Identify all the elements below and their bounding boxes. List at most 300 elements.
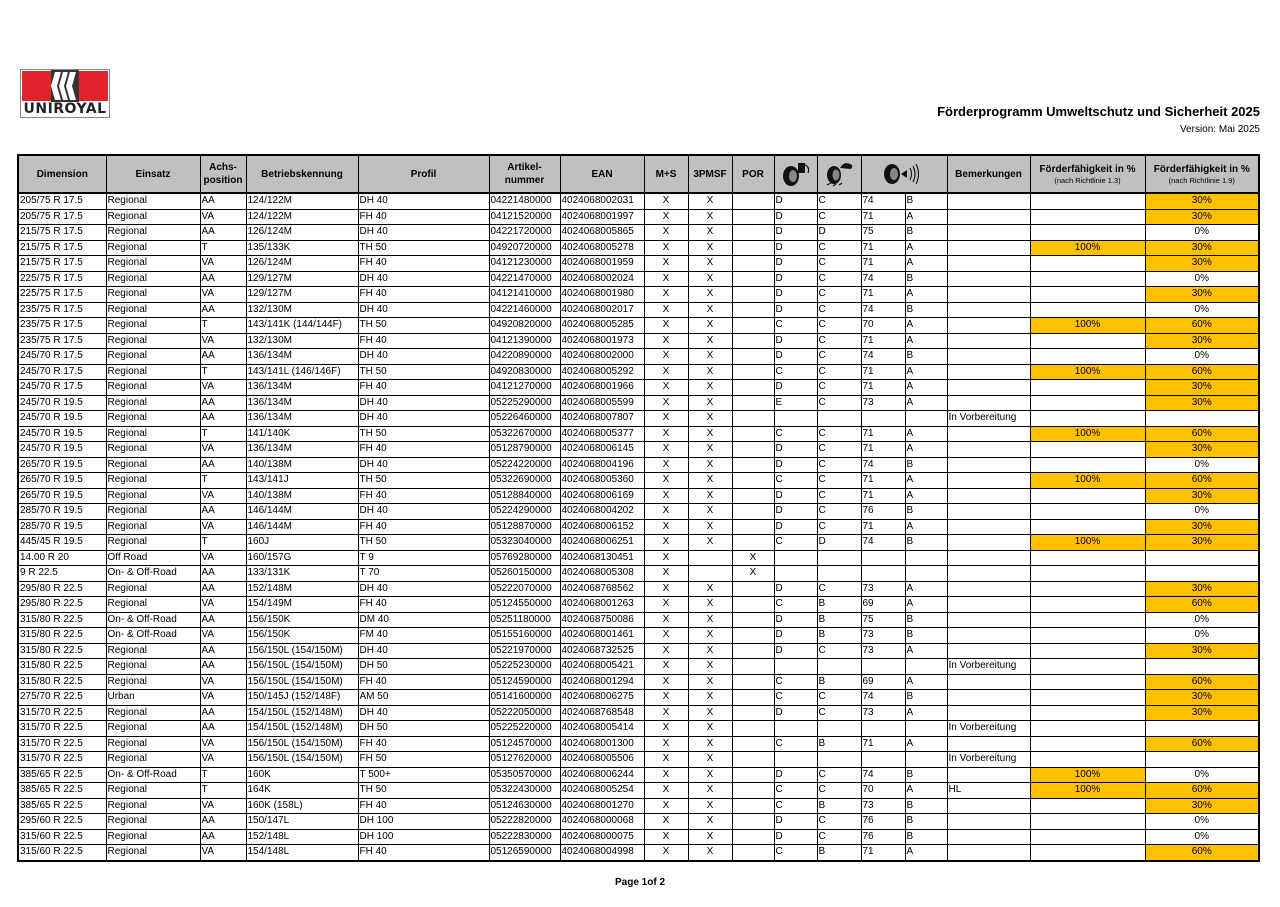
cell-noise-class: B bbox=[905, 271, 947, 287]
cell-fuel-class: C bbox=[774, 364, 817, 380]
cell-ean: 4024068005421 bbox=[560, 659, 644, 675]
cell-foerder-19: 30% bbox=[1145, 519, 1259, 535]
cell-betriebskennung: 160J bbox=[246, 535, 358, 551]
cell-ean: 4024068006169 bbox=[560, 488, 644, 504]
cell-noise-db: 71 bbox=[861, 845, 905, 861]
cell-fuel-class: D bbox=[774, 271, 817, 287]
cell-noise-class: A bbox=[905, 287, 947, 303]
noise-icon bbox=[882, 161, 926, 187]
cell-foerder-19: 30% bbox=[1145, 643, 1259, 659]
table-row bbox=[18, 473, 1259, 489]
cell-artikelnummer: 04121390000 bbox=[489, 333, 560, 349]
cell-wet-grip-class: C bbox=[817, 240, 861, 256]
cell-achsposition: VA bbox=[200, 597, 246, 613]
cell-betriebskennung: 136/134M bbox=[246, 395, 358, 411]
cell-3pmsf: X bbox=[688, 752, 732, 768]
cell-por: X bbox=[732, 550, 774, 566]
cell-noise-db: 74 bbox=[861, 302, 905, 318]
cell-fuel-class: D bbox=[774, 333, 817, 349]
cell-foerder-19: 30% bbox=[1145, 581, 1259, 597]
cell-fuel-class: D bbox=[774, 287, 817, 303]
cell-3pmsf: X bbox=[688, 798, 732, 814]
cell-dimension: 235/75 R 17.5 bbox=[18, 333, 106, 349]
cell-ean: 4024068005414 bbox=[560, 721, 644, 737]
cell-einsatz: Regional bbox=[106, 240, 200, 256]
cell-ean: 4024068005360 bbox=[560, 473, 644, 489]
cell-ms: X bbox=[644, 829, 688, 845]
cell-ms: X bbox=[644, 256, 688, 272]
cell-dimension: 315/60 R 22.5 bbox=[18, 829, 106, 845]
cell-noise-class: B bbox=[905, 302, 947, 318]
cell-betriebskennung: 152/148M bbox=[246, 581, 358, 597]
cell-artikelnummer: 04220890000 bbox=[489, 349, 560, 365]
cell-bemerkungen: In Vorbereitung bbox=[947, 659, 1030, 675]
cell-noise-class: B bbox=[905, 349, 947, 365]
cell-dimension: 315/80 R 22.5 bbox=[18, 674, 106, 690]
cell-artikelnummer: 05222050000 bbox=[489, 705, 560, 721]
cell-noise-db: 74 bbox=[861, 535, 905, 551]
cell-fuel-class bbox=[774, 721, 817, 737]
cell-achsposition: T bbox=[200, 426, 246, 442]
cell-bemerkungen bbox=[947, 193, 1030, 209]
cell-noise-class: A bbox=[905, 845, 947, 861]
cell-profil: DH 50 bbox=[358, 721, 489, 737]
cell-por bbox=[732, 721, 774, 737]
cell-ms: X bbox=[644, 442, 688, 458]
cell-bemerkungen bbox=[947, 643, 1030, 659]
cell-fuel-class: D bbox=[774, 519, 817, 535]
cell-profil: FH 40 bbox=[358, 380, 489, 396]
cell-dimension: 245/70 R 19.5 bbox=[18, 395, 106, 411]
cell-foerder-13: 100% bbox=[1030, 535, 1145, 551]
cell-einsatz: Regional bbox=[106, 209, 200, 225]
cell-bemerkungen bbox=[947, 690, 1030, 706]
cell-ean: 4024068001966 bbox=[560, 380, 644, 396]
cell-achsposition: AA bbox=[200, 504, 246, 520]
cell-por bbox=[732, 752, 774, 768]
cell-wet-grip-class bbox=[817, 721, 861, 737]
cell-wet-grip-class: B bbox=[817, 845, 861, 861]
cell-wet-grip-class: C bbox=[817, 426, 861, 442]
cell-noise-class: A bbox=[905, 488, 947, 504]
cell-por bbox=[732, 628, 774, 644]
cell-achsposition: T bbox=[200, 318, 246, 334]
cell-bemerkungen bbox=[947, 364, 1030, 380]
cell-einsatz: Regional bbox=[106, 442, 200, 458]
cell-wet-grip-class: C bbox=[817, 705, 861, 721]
cell-ean: 4024068004202 bbox=[560, 504, 644, 520]
cell-artikelnummer: 05769280000 bbox=[489, 550, 560, 566]
cell-dimension: 245/70 R 17.5 bbox=[18, 349, 106, 365]
cell-fuel-class: D bbox=[774, 504, 817, 520]
cell-por bbox=[732, 193, 774, 209]
cell-ean: 4024068002031 bbox=[560, 193, 644, 209]
cell-por bbox=[732, 380, 774, 396]
cell-foerder-13: 100% bbox=[1030, 364, 1145, 380]
cell-profil: FH 40 bbox=[358, 845, 489, 861]
table-row bbox=[18, 380, 1259, 396]
cell-foerder-19: 0% bbox=[1145, 349, 1259, 365]
cell-betriebskennung: 136/134M bbox=[246, 349, 358, 365]
cell-foerder-19 bbox=[1145, 721, 1259, 737]
cell-3pmsf: X bbox=[688, 488, 732, 504]
cell-noise-class: B bbox=[905, 814, 947, 830]
cell-achsposition: AA bbox=[200, 349, 246, 365]
col-foerder-13-label: Förderfähigkeit in % bbox=[1039, 163, 1136, 175]
cell-foerder-19: 60% bbox=[1145, 318, 1259, 334]
cell-foerder-19: 30% bbox=[1145, 535, 1259, 551]
cell-profil: DH 40 bbox=[358, 457, 489, 473]
cell-noise-db: 70 bbox=[861, 783, 905, 799]
cell-achsposition: AA bbox=[200, 302, 246, 318]
cell-ms: X bbox=[644, 628, 688, 644]
cell-noise-db: 71 bbox=[861, 240, 905, 256]
cell-dimension: 315/70 R 22.5 bbox=[18, 752, 106, 768]
cell-noise-class: A bbox=[905, 473, 947, 489]
cell-bemerkungen bbox=[947, 380, 1030, 396]
cell-foerder-19: 0% bbox=[1145, 302, 1259, 318]
cell-ms: X bbox=[644, 333, 688, 349]
cell-3pmsf: X bbox=[688, 349, 732, 365]
cell-wet-grip-class: C bbox=[817, 193, 861, 209]
cell-achsposition: T bbox=[200, 240, 246, 256]
cell-einsatz: Regional bbox=[106, 271, 200, 287]
cell-ms: X bbox=[644, 690, 688, 706]
cell-achsposition: VA bbox=[200, 674, 246, 690]
cell-einsatz: Regional bbox=[106, 845, 200, 861]
cell-profil: DH 40 bbox=[358, 504, 489, 520]
cell-noise-class: A bbox=[905, 519, 947, 535]
cell-achsposition: AA bbox=[200, 457, 246, 473]
cell-dimension: 245/70 R 17.5 bbox=[18, 380, 106, 396]
cell-fuel-class bbox=[774, 411, 817, 427]
col-ms: M+S bbox=[644, 155, 688, 193]
cell-bemerkungen: In Vorbereitung bbox=[947, 752, 1030, 768]
cell-einsatz: Regional bbox=[106, 380, 200, 396]
cell-artikelnummer: 04121520000 bbox=[489, 209, 560, 225]
cell-betriebskennung: 160K (158L) bbox=[246, 798, 358, 814]
cell-foerder-13 bbox=[1030, 674, 1145, 690]
cell-betriebskennung: 146/144M bbox=[246, 519, 358, 535]
col-foerder-19 bbox=[1145, 155, 1259, 193]
cell-3pmsf: X bbox=[688, 659, 732, 675]
cell-3pmsf: X bbox=[688, 736, 732, 752]
cell-artikelnummer: 04221720000 bbox=[489, 225, 560, 241]
cell-achsposition: AA bbox=[200, 659, 246, 675]
cell-por bbox=[732, 612, 774, 628]
table-row bbox=[18, 349, 1259, 365]
cell-3pmsf: X bbox=[688, 287, 732, 303]
cell-foerder-13 bbox=[1030, 209, 1145, 225]
cell-profil: T 500+ bbox=[358, 767, 489, 783]
cell-ean: 4024068006244 bbox=[560, 767, 644, 783]
cell-profil: DH 40 bbox=[358, 643, 489, 659]
cell-profil: FH 40 bbox=[358, 736, 489, 752]
col-dimension: Dimension bbox=[18, 155, 106, 193]
cell-achsposition: T bbox=[200, 364, 246, 380]
cell-betriebskennung: 140/138M bbox=[246, 488, 358, 504]
cell-ean: 4024068001300 bbox=[560, 736, 644, 752]
cell-dimension: 265/70 R 19.5 bbox=[18, 473, 106, 489]
cell-3pmsf: X bbox=[688, 721, 732, 737]
cell-bemerkungen bbox=[947, 302, 1030, 318]
cell-artikelnummer: 05124590000 bbox=[489, 674, 560, 690]
cell-betriebskennung: 154/150L (152/148M) bbox=[246, 705, 358, 721]
cell-artikelnummer: 05222830000 bbox=[489, 829, 560, 845]
cell-artikelnummer: 05221970000 bbox=[489, 643, 560, 659]
table-row bbox=[18, 364, 1259, 380]
cell-achsposition: VA bbox=[200, 628, 246, 644]
table-row bbox=[18, 256, 1259, 272]
table-row bbox=[18, 333, 1259, 349]
cell-3pmsf: X bbox=[688, 628, 732, 644]
cell-dimension: 315/80 R 22.5 bbox=[18, 643, 106, 659]
cell-ean: 4024068001270 bbox=[560, 798, 644, 814]
cell-wet-grip-class bbox=[817, 550, 861, 566]
cell-betriebskennung: 154/150L (152/148M) bbox=[246, 721, 358, 737]
cell-noise-class: A bbox=[905, 643, 947, 659]
cell-einsatz: Regional bbox=[106, 752, 200, 768]
cell-bemerkungen bbox=[947, 318, 1030, 334]
cell-profil: DH 100 bbox=[358, 814, 489, 830]
cell-foerder-13 bbox=[1030, 380, 1145, 396]
cell-3pmsf: X bbox=[688, 457, 732, 473]
cell-noise-db bbox=[861, 721, 905, 737]
cell-ean: 4024068130451 bbox=[560, 550, 644, 566]
col-profil: Profil bbox=[358, 155, 489, 193]
cell-ms: X bbox=[644, 705, 688, 721]
cell-por bbox=[732, 333, 774, 349]
cell-dimension: 295/80 R 22.5 bbox=[18, 597, 106, 613]
cell-ean: 4024068000075 bbox=[560, 829, 644, 845]
cell-por bbox=[732, 271, 774, 287]
cell-ms: X bbox=[644, 349, 688, 365]
cell-betriebskennung: 124/122M bbox=[246, 209, 358, 225]
cell-foerder-19: 0% bbox=[1145, 612, 1259, 628]
cell-wet-grip-class: B bbox=[817, 798, 861, 814]
cell-foerder-13 bbox=[1030, 504, 1145, 520]
cell-noise-class: A bbox=[905, 256, 947, 272]
cell-profil: FH 40 bbox=[358, 256, 489, 272]
table-row bbox=[18, 411, 1259, 427]
cell-noise-class: B bbox=[905, 612, 947, 628]
cell-ms: X bbox=[644, 504, 688, 520]
cell-fuel-class: D bbox=[774, 705, 817, 721]
table-row bbox=[18, 597, 1259, 613]
cell-achsposition: T bbox=[200, 767, 246, 783]
cell-ean: 4024068005377 bbox=[560, 426, 644, 442]
cell-noise-class: B bbox=[905, 690, 947, 706]
col-wet-grip bbox=[817, 155, 861, 193]
cell-dimension: 215/75 R 17.5 bbox=[18, 225, 106, 241]
cell-artikelnummer: 04121270000 bbox=[489, 380, 560, 396]
cell-noise-db: 74 bbox=[861, 193, 905, 209]
table-row bbox=[18, 209, 1259, 225]
cell-3pmsf: X bbox=[688, 473, 732, 489]
cell-foerder-19: 30% bbox=[1145, 209, 1259, 225]
cell-bemerkungen bbox=[947, 736, 1030, 752]
cell-noise-db: 74 bbox=[861, 457, 905, 473]
table-body bbox=[18, 193, 1259, 861]
cell-ean: 4024068005308 bbox=[560, 566, 644, 582]
table-row bbox=[18, 783, 1259, 799]
table-row bbox=[18, 240, 1259, 256]
cell-betriebskennung: 146/144M bbox=[246, 504, 358, 520]
cell-dimension: 225/75 R 17.5 bbox=[18, 271, 106, 287]
cell-achsposition: AA bbox=[200, 193, 246, 209]
cell-dimension: 315/80 R 22.5 bbox=[18, 659, 106, 675]
cell-ms: X bbox=[644, 395, 688, 411]
cell-achsposition: VA bbox=[200, 550, 246, 566]
cell-foerder-19: 60% bbox=[1145, 783, 1259, 799]
cell-artikelnummer: 05224290000 bbox=[489, 504, 560, 520]
cell-artikelnummer: 05124630000 bbox=[489, 798, 560, 814]
col-artikelnummer: Artikel-nummer bbox=[489, 155, 560, 193]
cell-noise-class: B bbox=[905, 193, 947, 209]
cell-betriebskennung: 154/149M bbox=[246, 597, 358, 613]
cell-3pmsf: X bbox=[688, 783, 732, 799]
cell-profil: FH 40 bbox=[358, 519, 489, 535]
cell-wet-grip-class: B bbox=[817, 736, 861, 752]
cell-por bbox=[732, 318, 774, 334]
cell-wet-grip-class: D bbox=[817, 225, 861, 241]
cell-wet-grip-class: D bbox=[817, 535, 861, 551]
cell-noise-class: A bbox=[905, 581, 947, 597]
cell-profil: DH 40 bbox=[358, 225, 489, 241]
cell-wet-grip-class bbox=[817, 566, 861, 582]
cell-foerder-19: 0% bbox=[1145, 504, 1259, 520]
table-row bbox=[18, 457, 1259, 473]
cell-por bbox=[732, 442, 774, 458]
cell-bemerkungen bbox=[947, 426, 1030, 442]
cell-wet-grip-class: C bbox=[817, 209, 861, 225]
cell-wet-grip-class: B bbox=[817, 612, 861, 628]
cell-ean: 4024068750086 bbox=[560, 612, 644, 628]
cell-einsatz: Urban bbox=[106, 690, 200, 706]
cell-dimension: 295/60 R 22.5 bbox=[18, 814, 106, 830]
cell-foerder-19: 30% bbox=[1145, 380, 1259, 396]
cell-noise-db: 71 bbox=[861, 519, 905, 535]
cell-dimension: 385/65 R 22.5 bbox=[18, 798, 106, 814]
cell-profil: DH 40 bbox=[358, 581, 489, 597]
cell-profil: DH 40 bbox=[358, 349, 489, 365]
cell-einsatz: Regional bbox=[106, 364, 200, 380]
table-row bbox=[18, 612, 1259, 628]
cell-3pmsf: X bbox=[688, 690, 732, 706]
cell-dimension: 385/65 R 22.5 bbox=[18, 767, 106, 783]
cell-fuel-class bbox=[774, 752, 817, 768]
cell-bemerkungen bbox=[947, 628, 1030, 644]
cell-wet-grip-class: C bbox=[817, 287, 861, 303]
cell-noise-db: 71 bbox=[861, 442, 905, 458]
cell-artikelnummer: 04920820000 bbox=[489, 318, 560, 334]
cell-artikelnummer: 05322690000 bbox=[489, 473, 560, 489]
cell-wet-grip-class: C bbox=[817, 333, 861, 349]
cell-3pmsf: X bbox=[688, 597, 732, 613]
cell-foerder-13 bbox=[1030, 705, 1145, 721]
cell-profil: DH 40 bbox=[358, 271, 489, 287]
cell-ms: X bbox=[644, 380, 688, 396]
cell-betriebskennung: 156/150K bbox=[246, 628, 358, 644]
table-row bbox=[18, 442, 1259, 458]
cell-achsposition: AA bbox=[200, 395, 246, 411]
cell-fuel-class: D bbox=[774, 225, 817, 241]
cell-foerder-13 bbox=[1030, 829, 1145, 845]
cell-einsatz: On- & Off-Road bbox=[106, 767, 200, 783]
cell-noise-class: A bbox=[905, 333, 947, 349]
cell-dimension: 285/70 R 19.5 bbox=[18, 504, 106, 520]
cell-bemerkungen bbox=[947, 798, 1030, 814]
table-header-row bbox=[18, 155, 1259, 193]
cell-bemerkungen bbox=[947, 705, 1030, 721]
cell-3pmsf: X bbox=[688, 209, 732, 225]
cell-einsatz: Regional bbox=[106, 333, 200, 349]
cell-fuel-class: C bbox=[774, 597, 817, 613]
table-row bbox=[18, 302, 1259, 318]
cell-betriebskennung: 132/130M bbox=[246, 333, 358, 349]
cell-achsposition: AA bbox=[200, 411, 246, 427]
cell-ms: X bbox=[644, 581, 688, 597]
table-row bbox=[18, 690, 1259, 706]
cell-por bbox=[732, 643, 774, 659]
cell-betriebskennung: 156/150L (154/150M) bbox=[246, 643, 358, 659]
cell-noise-class: A bbox=[905, 736, 947, 752]
cell-noise-db: 73 bbox=[861, 581, 905, 597]
cell-noise-class: A bbox=[905, 426, 947, 442]
cell-noise-db bbox=[861, 752, 905, 768]
cell-betriebskennung: 164K bbox=[246, 783, 358, 799]
cell-3pmsf: X bbox=[688, 380, 732, 396]
cell-profil: TH 50 bbox=[358, 426, 489, 442]
cell-3pmsf: X bbox=[688, 395, 732, 411]
cell-wet-grip-class: B bbox=[817, 597, 861, 613]
cell-profil: TH 50 bbox=[358, 535, 489, 551]
cell-foerder-13 bbox=[1030, 519, 1145, 535]
cell-ms: X bbox=[644, 318, 688, 334]
cell-ms: X bbox=[644, 457, 688, 473]
cell-ean: 4024068006251 bbox=[560, 535, 644, 551]
cell-foerder-13: 100% bbox=[1030, 318, 1145, 334]
cell-dimension: 315/70 R 22.5 bbox=[18, 736, 106, 752]
cell-foerder-13 bbox=[1030, 845, 1145, 861]
cell-betriebskennung: 136/134M bbox=[246, 411, 358, 427]
cell-foerder-19: 60% bbox=[1145, 364, 1259, 380]
cell-wet-grip-class: C bbox=[817, 829, 861, 845]
cell-dimension: 315/70 R 22.5 bbox=[18, 721, 106, 737]
cell-foerder-13 bbox=[1030, 550, 1145, 566]
cell-noise-class bbox=[905, 550, 947, 566]
cell-dimension: 315/80 R 22.5 bbox=[18, 612, 106, 628]
cell-foerder-13 bbox=[1030, 457, 1145, 473]
table-row bbox=[18, 566, 1259, 582]
cell-3pmsf: X bbox=[688, 581, 732, 597]
cell-3pmsf bbox=[688, 566, 732, 582]
table-row bbox=[18, 535, 1259, 551]
cell-fuel-class: C bbox=[774, 426, 817, 442]
cell-artikelnummer: 05128870000 bbox=[489, 519, 560, 535]
cell-profil: FH 40 bbox=[358, 597, 489, 613]
cell-bemerkungen bbox=[947, 814, 1030, 830]
col-foerder-19-label: Förderfähigkeit in % bbox=[1153, 163, 1250, 175]
cell-por bbox=[732, 457, 774, 473]
cell-noise-db: 74 bbox=[861, 690, 905, 706]
col-betriebskennung: Betriebskennung bbox=[246, 155, 358, 193]
cell-foerder-13: 100% bbox=[1030, 783, 1145, 799]
cell-3pmsf: X bbox=[688, 674, 732, 690]
cell-wet-grip-class: B bbox=[817, 674, 861, 690]
cell-profil: FH 40 bbox=[358, 674, 489, 690]
cell-ms: X bbox=[644, 566, 688, 582]
